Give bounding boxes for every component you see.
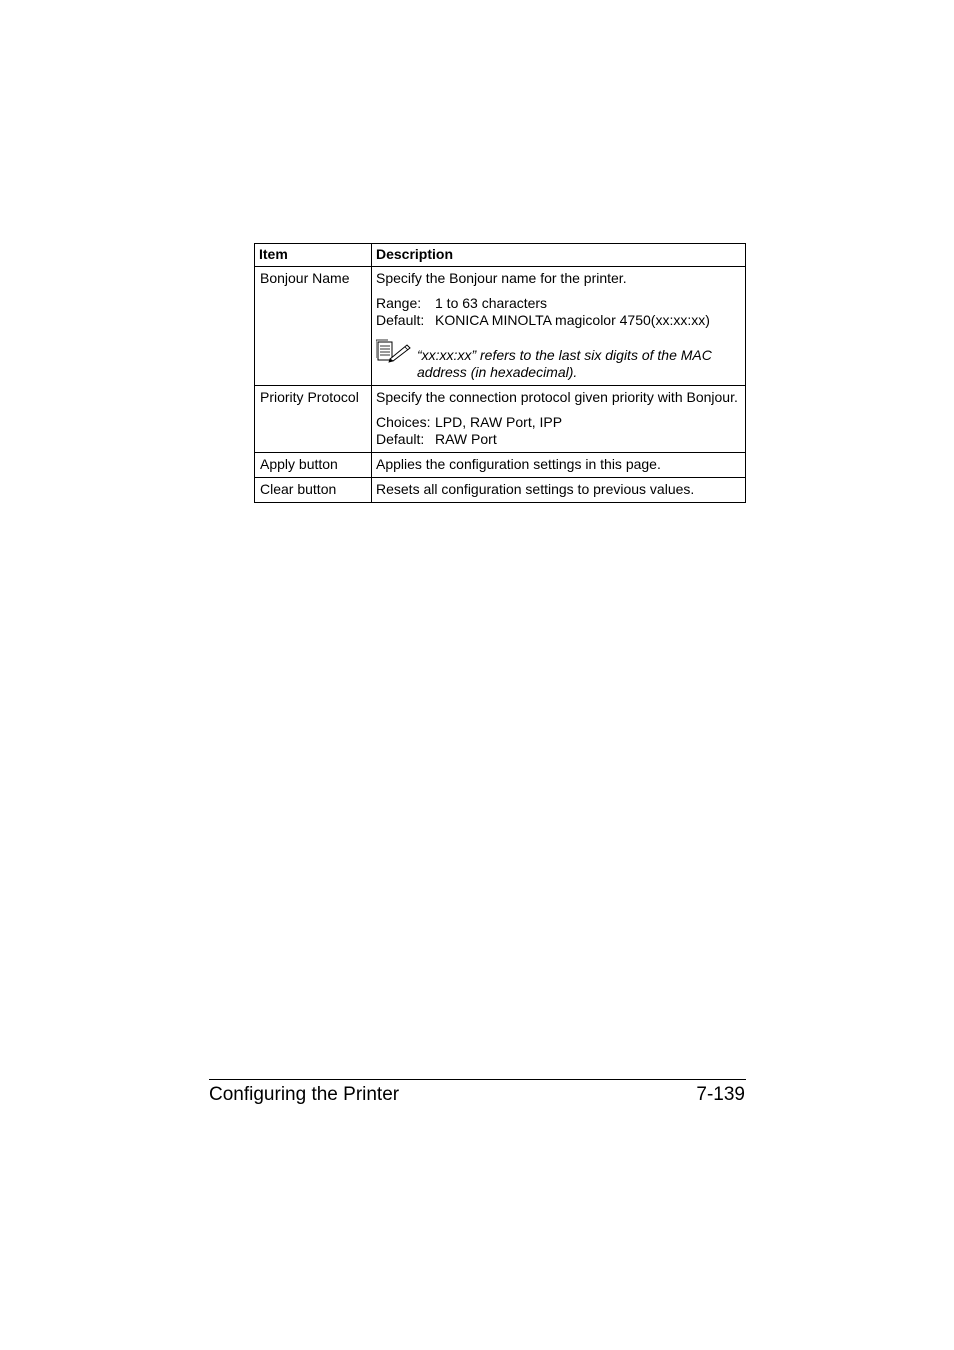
row-item-priority-protocol: Priority Protocol [255,386,372,453]
row-description-priority-protocol [372,386,746,453]
row-description-apply-button: Applies the configuration settings in this page. [372,453,746,478]
range-line [376,295,741,312]
range-label: Range: [376,295,422,311]
header-item: Item [255,244,372,267]
table-header-row [255,244,746,267]
footer-page-number: 7-139 [696,1084,745,1105]
table-row [255,478,746,503]
choices-default-block [376,414,741,448]
default-label: Default: [376,431,425,447]
note-pencil-icon [376,339,417,365]
default-label: Default: [376,312,425,328]
note-block [376,339,741,381]
default-line [376,312,741,329]
choices-line [376,414,741,431]
row-item-bonjour-name: Bonjour Name [255,267,372,386]
row-description-clear-button: Resets all configuration settings to previous values. [372,478,746,503]
description-text: Specify the connection protocol given priority with Bonjour. [376,389,738,405]
default-value: KONICA MINOLTA magicolor 4750(xx:xx:xx) [435,312,710,328]
row-description-bonjour-name [372,267,746,386]
description-text: Specify the Bonjour name for the printer. [376,270,627,286]
default-line [376,431,741,448]
choices-value: LPD, RAW Port, IPP [435,414,563,430]
footer-section-title: Configuring the Printer [209,1084,400,1105]
header-description: Description [372,244,746,267]
table-row [255,453,746,478]
row-item-apply-button: Apply button [255,453,372,478]
range-value: 1 to 63 characters [435,295,548,311]
table-row [255,267,746,386]
settings-table [254,243,746,503]
default-value: RAW Port [435,431,497,447]
note-text: “xx:xx:xx” refers to the last six digits of the MAC address (in hexadecimal). [417,347,712,380]
range-default-block [376,295,741,329]
row-item-clear-button: Clear button [255,478,372,503]
choices-label: Choices: [376,414,431,430]
footer-divider [209,1079,746,1080]
table-row [255,386,746,453]
